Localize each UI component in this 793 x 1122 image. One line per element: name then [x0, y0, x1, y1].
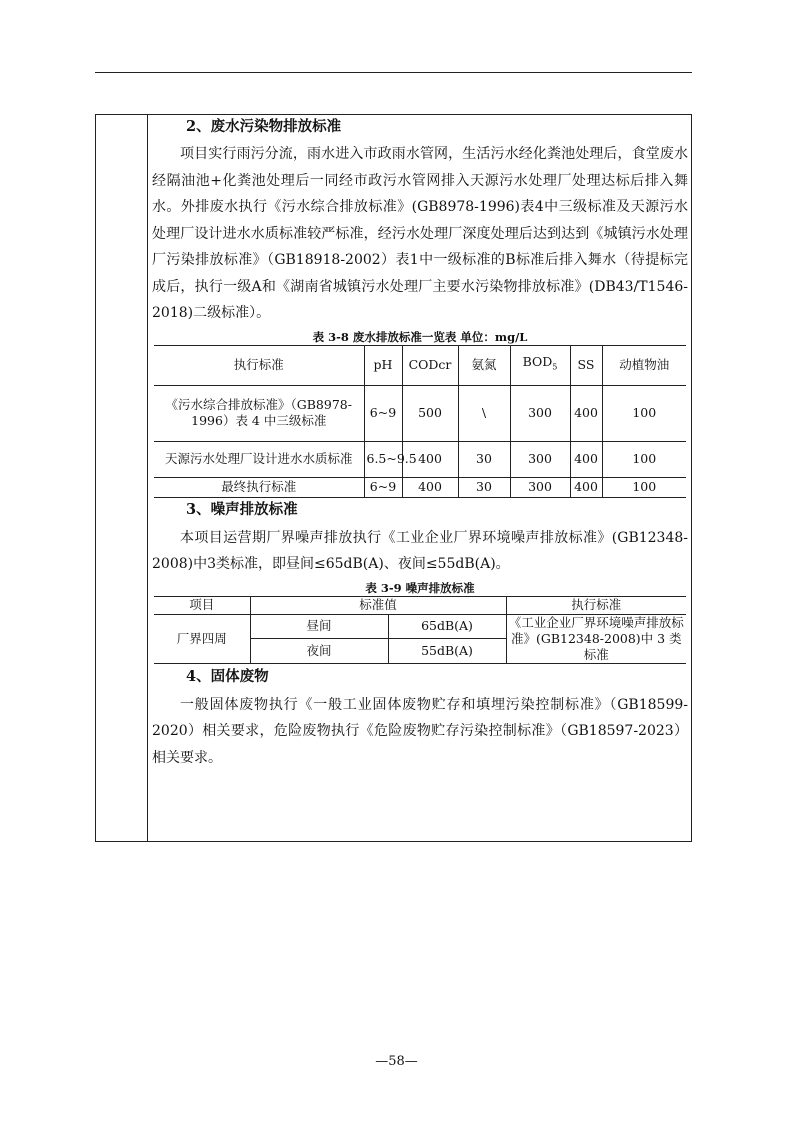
table-row: [154, 385, 686, 441]
table-cell: 400: [570, 441, 602, 477]
section-4-paragraph: 一般固体废物执行《一般工业固体废物贮存和填埋污染控制标准》（GB18599-2020）相关要求，危险废物执行《危险废物贮存污染控制标准》（GB18597-2023）相关要求。: [152, 696, 688, 766]
header-cell: CODcr: [402, 345, 458, 385]
header-cell: 执行标准: [154, 345, 364, 385]
table-cell: 400: [570, 477, 602, 497]
table-row: [154, 477, 686, 497]
table-cell: 《工业企业厂界环境噪声排放标准》(GB12348-2008)中 3 类标准: [506, 614, 686, 663]
table-cell: 厂界四周: [154, 614, 250, 663]
table-cell: 400: [402, 477, 458, 497]
table-cell: 30: [458, 441, 510, 477]
header-cell: $BOD_5$: [510, 345, 570, 385]
table-cell: \: [458, 385, 510, 441]
table-header-row: [154, 345, 686, 385]
header-cell: 动植物油: [602, 345, 686, 385]
table-cell: 400: [402, 441, 458, 477]
header-cell: pH: [364, 345, 402, 385]
table-cell: 300: [510, 441, 570, 477]
header-cell: 标准值: [250, 596, 506, 614]
table-cell: 6~9: [364, 385, 402, 441]
table-cell: 400: [570, 385, 602, 441]
section-3-heading: 3、噪声排放标准: [186, 500, 298, 518]
header-cell: 氨氮: [458, 345, 510, 385]
table-cell: 6.5~9.5: [364, 441, 402, 477]
noise-standards-table: [154, 596, 686, 664]
table-cell: 夜间: [250, 639, 388, 664]
table-3-8-caption: 表 3-8 废水排放标准一览表 单位：mg/L: [312, 329, 528, 344]
table-cell: 55dB(A): [388, 639, 506, 664]
section-3-paragraph: 本项目运营期厂界噪声排放执行《工业企业厂界环境噪声排放标准》(GB12348-2008)中3类标准，即昼间≤65dB(A)、夜间≤55dB(A)。: [152, 529, 688, 572]
wastewater-standards-table: [154, 345, 686, 498]
main-content: [152, 116, 688, 771]
table-cell: 65dB(A): [388, 614, 506, 639]
table-cell: 天源污水处理厂设计进水水质标准: [154, 441, 364, 477]
header-rule: [95, 72, 692, 73]
table-row: [154, 614, 686, 639]
table-cell: 100: [602, 477, 686, 497]
frame-divider: [147, 114, 148, 842]
table-cell: 300: [510, 477, 570, 497]
table-3-9-caption: 表 3-9 噪声排放标准: [365, 580, 475, 595]
table-header-row: [154, 596, 686, 614]
header-cell: SS: [570, 345, 602, 385]
table-cell: 6~9: [364, 477, 402, 497]
table-row: [154, 441, 686, 477]
section-2-paragraph: 项目实行雨污分流，雨水进入市政雨水管网，生活污水经化粪池处理后，食堂废水经隔油池+化粪池处理后一同经市政污水管网排入天源污水处理厂处理达标后排入舞水。外排废水执行《污水综合排放标准》(GB8978-1996)表4中三级标准及天源污水处理厂设计进水水质标准较严标准，经污水处理厂深度处理后达到达到《城镇污水处理厂污染排放标准》（GB18918-2002）表1中一级标准的B标准后排入舞水（待提标完成后，执行一级A和《湖南省城镇污水处理厂主要水污染物排放标准》(DB43/T1546-2018)二级标准）。: [152, 146, 688, 321]
table-cell: 100: [602, 385, 686, 441]
section-4-heading: 4、固体废物: [186, 667, 269, 685]
header-cell: 项目: [154, 596, 250, 614]
table-cell: 昼间: [250, 614, 388, 639]
header-cell: 执行标准: [506, 596, 686, 614]
table-cell: 最终执行标准: [154, 477, 364, 497]
section-2-heading: 2、废水污染物排放标准: [186, 118, 342, 135]
table-cell: 500: [402, 385, 458, 441]
table-cell: 《污水综合排放标准》（GB8978-1996）表 4 中三级标准: [154, 385, 364, 441]
table-cell: 30: [458, 477, 510, 497]
table-cell: 100: [602, 441, 686, 477]
page-number: —58—: [375, 1054, 418, 1069]
table-cell: 300: [510, 385, 570, 441]
